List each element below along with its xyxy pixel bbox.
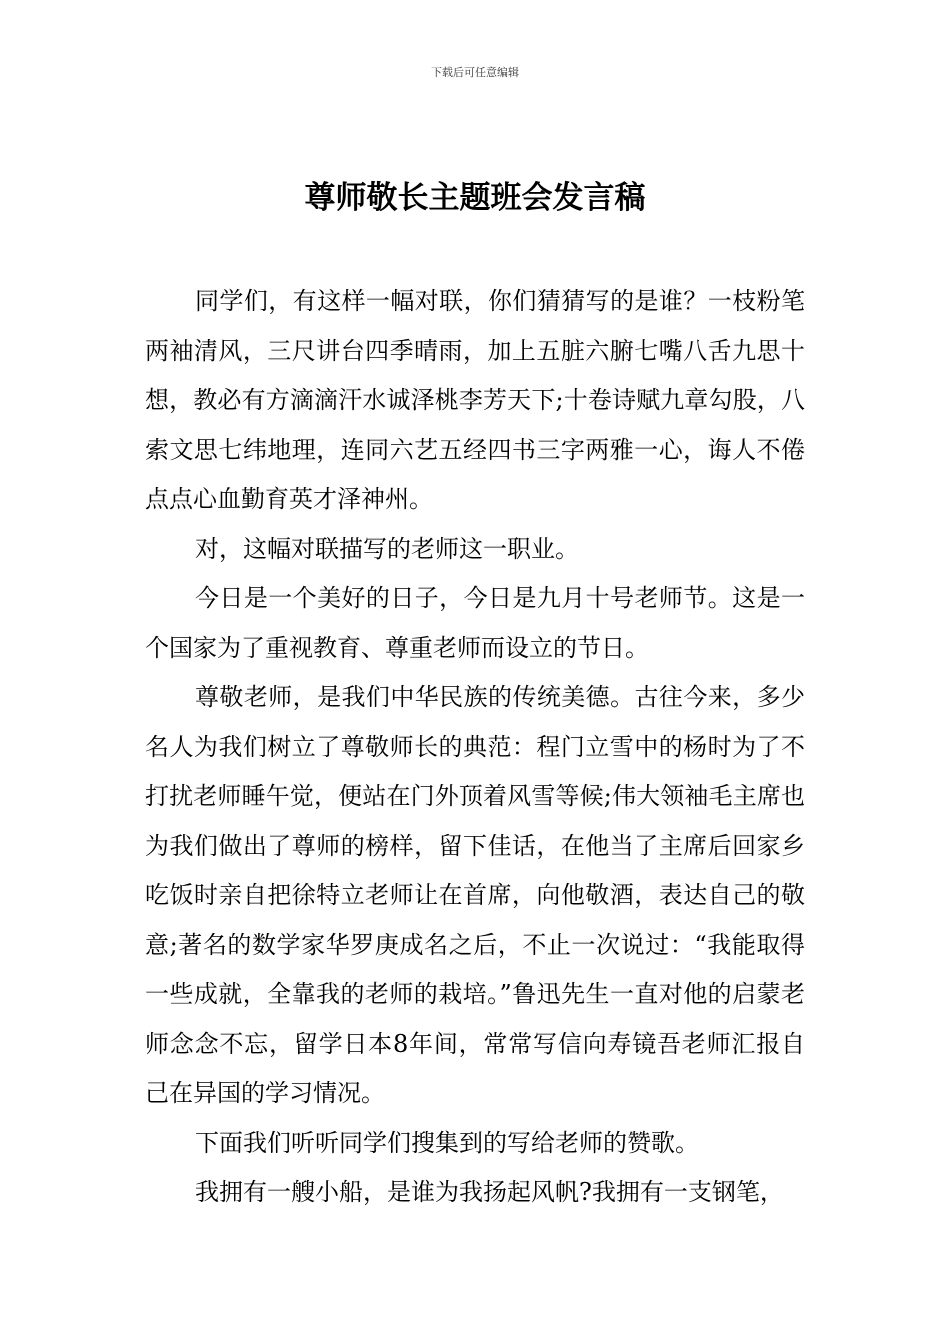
page-header-note: 下载后可任意编辑: [431, 66, 519, 79]
paragraph: 对，这幅对联描写的老师这一职业。: [195, 534, 579, 563]
paragraph: 今日是一个美好的日子，今日是九月十号老师节。这是一个国家为了重视教育、尊重老师而设立的节日。: [145, 584, 805, 662]
paragraph: 我拥有一艘小船，是谁为我扬起风帆?我拥有一支钢笔，: [195, 1178, 784, 1206]
document-body: [145, 277, 805, 1218]
paragraph: 尊敬老师，是我们中华民族的传统美德。古往今来，多少名人为我们树立了尊敬师长的典范：程门立雪中的杨时为了不打扰老师睡午觉，便站在门外顶着风雪等候;伟大领袖毛主席也为我们做出了尊师的榜样，留下佳话，在他当了主席后回家乡吃饭时亲自把徐特立老师让在首席，向他敬酒，表达自己的敬意;著名的数学家华罗庚成名之后，不止一次说过：“我能取得一些成就，全靠我的老师的栽培。”鲁迅先生一直对他的启蒙老师念念不忘，留学日本8年间，常常写信向寿镜吾老师汇报自己在异国的学习情况。: [145, 683, 805, 1107]
paragraph: 同学们，有这样一幅对联，你们猜猜写的是谁？一枝粉笔两袖清风，三尺讲台四季晴雨，加上五脏六腑七嘴八舌九思十想，教必有方滴滴汗水诚泽桃李芳天下;十卷诗赋九章勾股，八索文思七纬地理，连同六艺五经四书三字两雅一心，诲人不倦点点心血勤育英才泽神州。: [145, 287, 805, 513]
document-title: 尊师敬长主题班会发言稿: [304, 180, 646, 216]
paragraph: 下面我们听听同学们搜集到的写给老师的赞歌。: [195, 1128, 699, 1157]
